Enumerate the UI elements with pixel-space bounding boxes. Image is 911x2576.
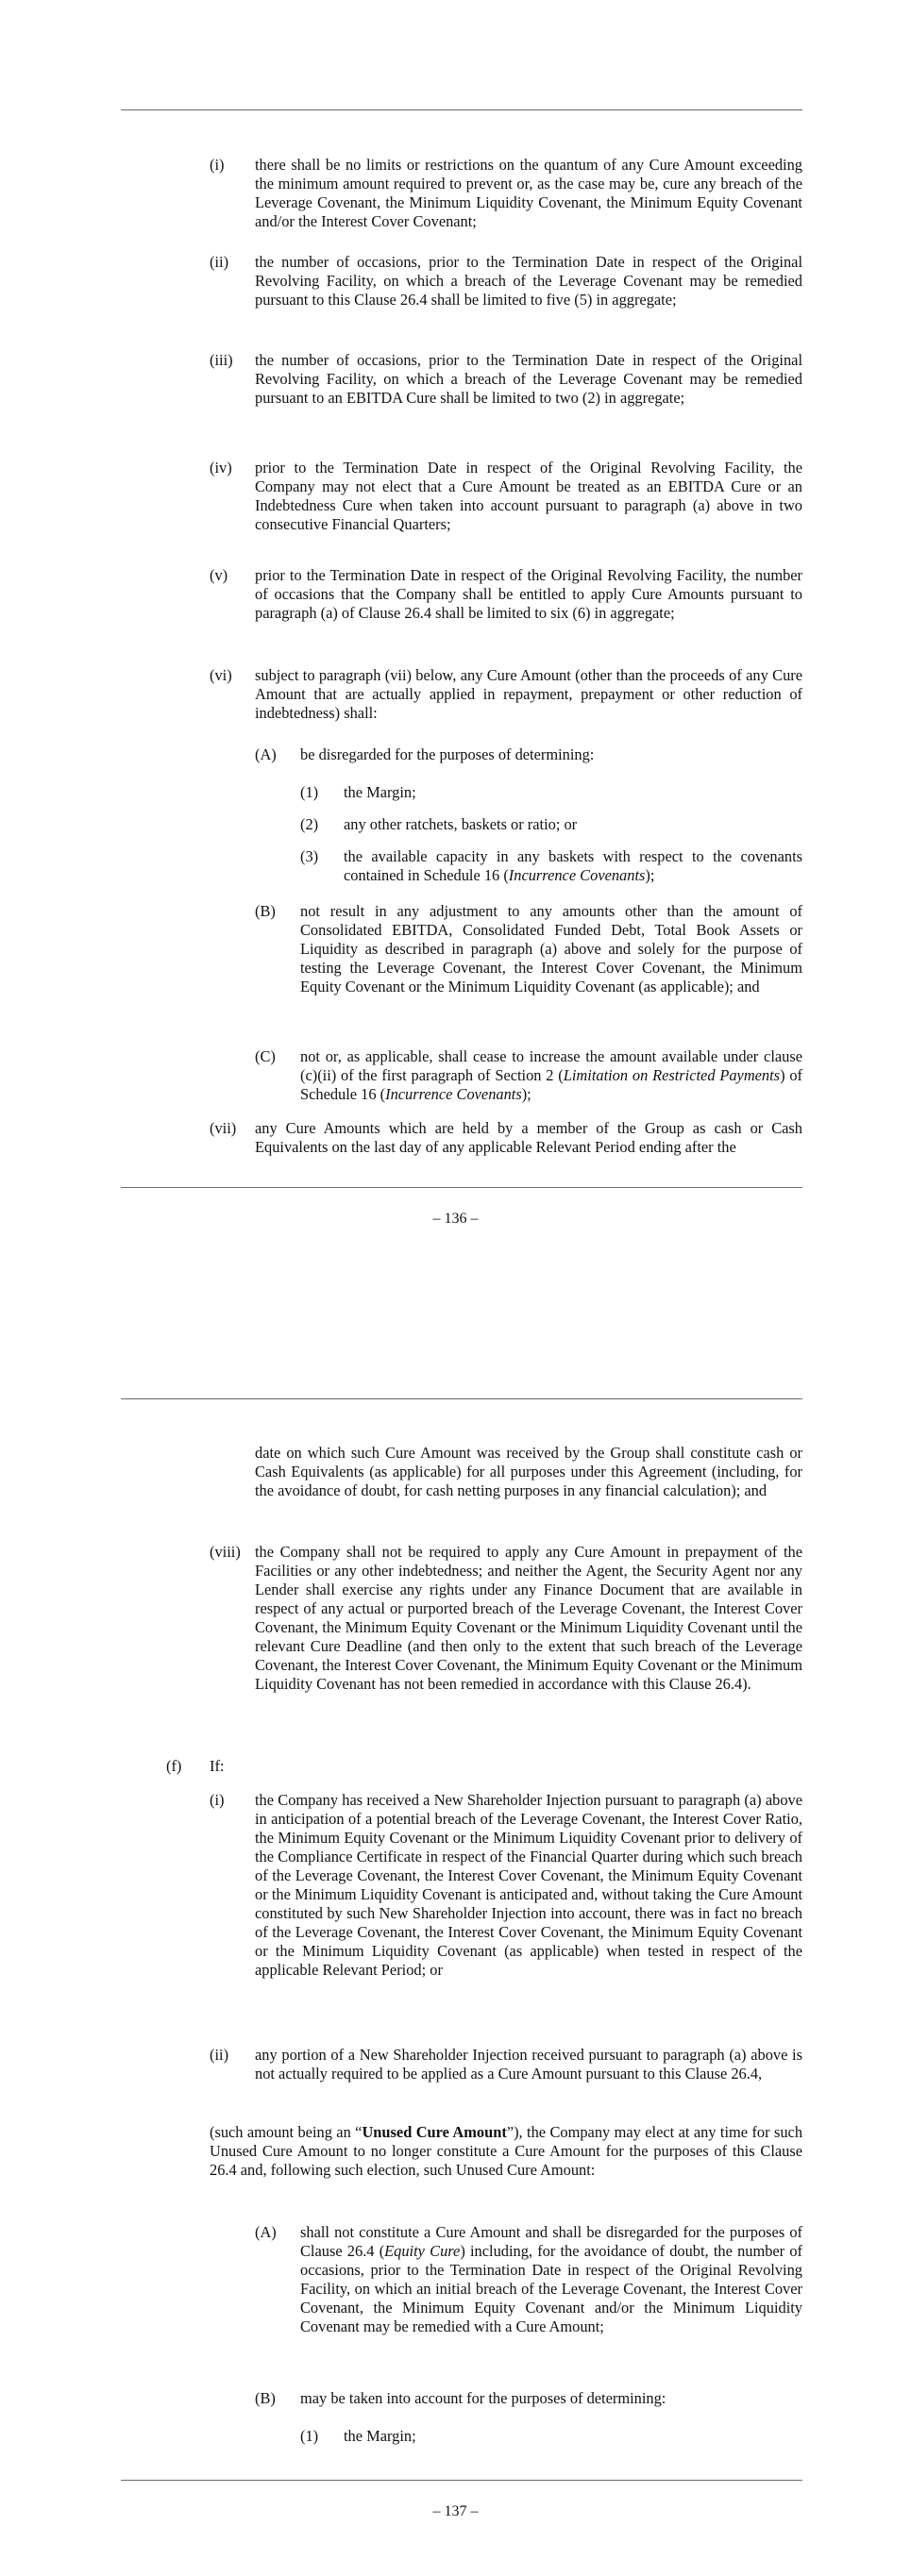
item-label: (i) <box>210 1791 225 1809</box>
defined-term-reference: Incurrence Covenants <box>385 1085 522 1103</box>
page-number: – 136 – <box>432 1211 479 1227</box>
clause-paragraph: any portion of a New Shareholder Injection received pursuant to paragraph (a) above is not actually required to be applied as a Cure Amount pursuant to this Clause 26.4, <box>255 2046 802 2083</box>
clause-paragraph: not result in any adjustment to any amounts other than the amount of Consolidated EBITDA, Consolidated Funded Debt, Total Book Assets or Liquidity as described in paragraph (a) above and solely for the purpose of testing the Leverage Covenant, the Interest Cover Covenant, the Minimum Equity Covenant or the Minimum Liquidity Covenant (as applicable); and <box>300 902 802 995</box>
sub-item-label: (A) <box>255 2223 277 2241</box>
sub-sub-item-label: (1) <box>300 2427 319 2445</box>
clause-paragraph: the Margin; <box>344 2427 416 2445</box>
clause-paragraph: there shall be no limits or restrictions on the quantum of any Cure Amount exceeding the minimum amount required to prevent or, as the case may be, cure any breach of the Leverage Covenant, the Minimum Liquidity Covenant, the Minimum Equity Covenant and/or the Interest Cover Covenant; <box>255 156 802 230</box>
clause-paragraph: be disregarded for the purposes of determining: <box>300 745 595 763</box>
sub-sub-item-label: (3) <box>300 847 319 865</box>
sub-item-label: (A) <box>255 745 277 763</box>
sub-sub-item-label: (2) <box>300 815 319 833</box>
clause-paragraph: not or, as applicable, shall cease to increase the amount available under clause (c)(ii) of the first paragraph of Section 2 (Limitation on Restricted Payments) of Schedule 16 (Incurrence Covenants); <box>300 1047 802 1103</box>
item-label: (vi) <box>210 666 232 684</box>
clause-paragraph: the number of occasions, prior to the Termination Date in respect of the Original Revolving Facility, on which a breach of the Leverage Covenant may be remedied pursuant to this Clause 26.4 shall be limited to five (5) in aggregate; <box>255 253 802 309</box>
item-label: (iv) <box>210 459 232 477</box>
sub-item-label: (B) <box>255 902 276 920</box>
clause-paragraph: any other ratchets, baskets or ratio; or <box>344 815 578 833</box>
clause-paragraph: subject to paragraph (vii) below, any Cure Amount (other than the proceeds of any Cure Amount that are actually applied in repayment, prepayment or other reduction of indebtedness) shall: <box>255 666 802 722</box>
clause-paragraph: may be taken into account for the purposes of determining: <box>300 2389 666 2407</box>
clause-paragraph: If: <box>210 1757 225 1775</box>
defined-term-reference: Equity Cure <box>384 2242 461 2260</box>
page-136-bottom-rule <box>121 1187 802 1188</box>
continued-paragraph: date on which such Cure Amount was received by the Group shall constitute cash or Cash Equivalents (as applicable) for all purposes under this Agreement (including, for the avoidance of doubt, for cash netting purposes in any financial calculation); and <box>255 1444 802 1499</box>
clause-paragraph: the number of occasions, prior to the Termination Date in respect of the Original Revolving Facility, on which a breach of the Leverage Covenant may be remedied pursuant to an EBITDA Cure shall be limited to two (2) in aggregate; <box>255 351 802 407</box>
sub-item-label: (C) <box>255 1047 276 1065</box>
defined-term-reference: Incurrence Covenants <box>508 866 646 884</box>
item-label: (ii) <box>210 2046 229 2064</box>
page-number: – 137 – <box>432 2503 479 2519</box>
clause-paragraph: shall not constitute a Cure Amount and shall be disregarded for the purposes of Clause 26.4 (Equity Cure) including, for the avoidance of doubt, the number of occasions, prior to the Termination Date in respect of the Original Revolving Facility, on which an initial breach of the Leverage Covenant, the Interest Cover Covenant, the Minimum Equity Covenant and/or the Minimum Liquidity Covenant may be remedied with a Cure Amount; <box>300 2223 802 2335</box>
defined-term: Unused Cure Amount <box>362 2123 507 2141</box>
unused-cure-amount-paragraph: (such amount being an “Unused Cure Amount”), the Company may elect at any time for such Unused Cure Amount to no longer constitute a Cure Amount for the purposes of this Clause 26.4 and, following such election, such Unused Cure Amount: <box>210 2123 803 2179</box>
clause-paragraph: the Margin; <box>344 783 416 801</box>
item-label: (vii) <box>210 1119 237 1137</box>
page-137-bottom-rule <box>121 2480 802 2481</box>
clause-paragraph: the available capacity in any baskets with respect to the covenants contained in Schedule 16 (Incurrence Covenants); <box>344 847 802 884</box>
clause-paragraph: any Cure Amounts which are held by a member of the Group as cash or Cash Equivalents on the last day of any applicable Relevant Period ending after the <box>255 1119 802 1156</box>
clause-paragraph: prior to the Termination Date in respect of the Original Revolving Facility, the Company may not elect that a Cure Amount be treated as an EBITDA Cure or an Indebtedness Cure when taken into account pursuant to paragraph (a) above in two consecutive Financial Quarters; <box>255 459 802 533</box>
clause-paragraph: the Company shall not be required to apply any Cure Amount in prepayment of the Facilities or any other indebtedness; and neither the Agent, the Security Agent nor any Lender shall exercise any rights under any Finance Document that are available in respect of any actual or purported breach of the Leverage Covenant, the Interest Cover Covenant, the Minimum Equity Covenant or the Minimum Liquidity Covenant until the relevant Cure Deadline (and then only to the extent that such breach of the Leverage Covenant, the Interest Cover Covenant, the Minimum Equity Covenant or the Minimum Liquidity Covenant has not been remedied in accordance with this Clause 26.4). <box>255 1543 802 1693</box>
clause-paragraph: prior to the Termination Date in respect of the Original Revolving Facility, the number of occasions that the Company shall be entitled to apply Cure Amounts pursuant to paragraph (a) of Clause 26.4 shall be limited to six (6) in aggregate; <box>255 566 802 622</box>
item-label: (iii) <box>210 351 233 369</box>
item-label: (viii) <box>210 1543 241 1561</box>
item-label: (i) <box>210 156 225 174</box>
page-137-top-rule <box>121 1398 802 1399</box>
section-label: (f) <box>166 1757 182 1775</box>
sub-item-label: (B) <box>255 2389 276 2407</box>
item-label: (v) <box>210 566 228 584</box>
sub-sub-item-label: (1) <box>300 783 319 801</box>
defined-term-reference: Limitation on Restricted Payments <box>563 1066 781 1084</box>
page-136-top-rule <box>121 109 802 110</box>
clause-paragraph: the Company has received a New Shareholder Injection pursuant to paragraph (a) above in anticipation of a potential breach of the Leverage Covenant, the Interest Cover Ratio, the Minimum Equity Covenant or the Minimum Liquidity Covenant prior to delivery of the Compliance Certificate in respect of the Financial Quarter during which such breach of the Leverage Covenant, the Interest Cover Covenant, the Minimum Equity Covenant or the Minimum Liquidity Covenant is anticipated and, without taking the Cure Amount constituted by such New Shareholder Injection into account, there was in fact no breach of the Leverage Covenant, the Interest Cover Covenant, the Minimum Equity Covenant or the Minimum Liquidity Covenant (as applicable) when tested in respect of the applicable Relevant Period; or <box>255 1791 802 1979</box>
item-label: (ii) <box>210 253 229 271</box>
